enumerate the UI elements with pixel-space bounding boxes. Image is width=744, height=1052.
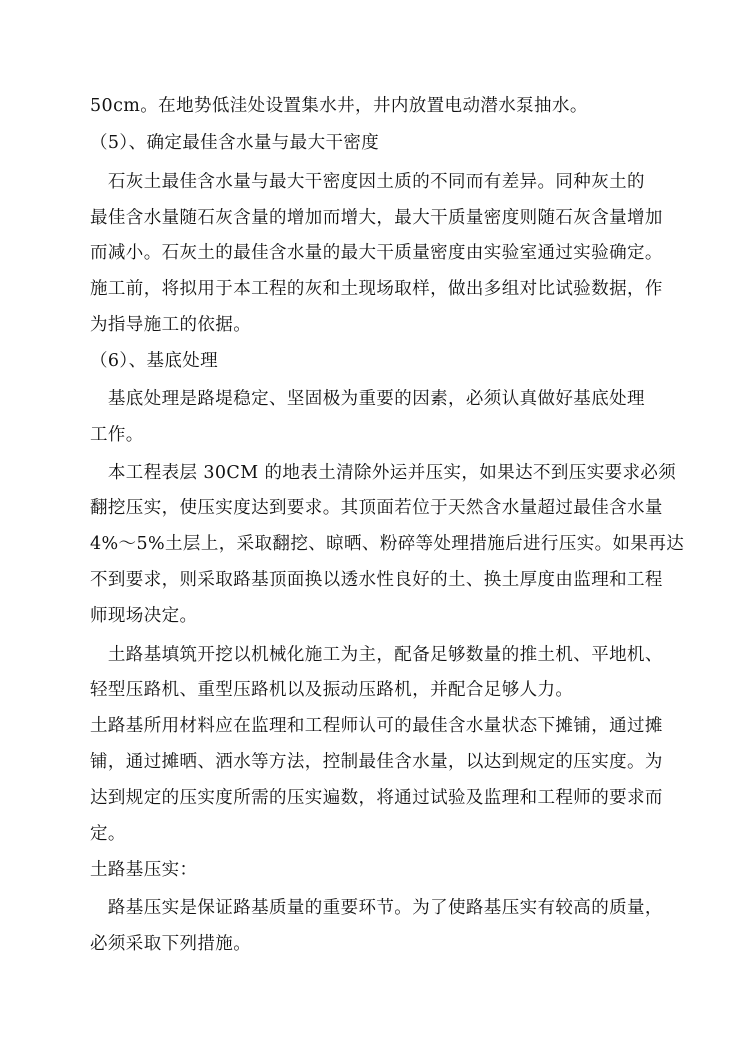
text-line: 本工程表层 30CM 的地表土清除外运并压实，如果达不到压实要求必须 [90,463,677,483]
text-line: 铺，通过摊晒、洒水等方法，控制最佳含水量，以达到规定的压实度。为 [90,752,663,772]
text-line: 50cm。在地势低洼处设置集水井，井内放置电动潜水泵抽水。 [90,96,588,116]
text-line: 工作。 [90,425,144,445]
text-line: 不到要求，则采取路基顶面换以透水性良好的土、换土厚度由监理和工程 [90,570,663,590]
text-line: 基底处理是路堤稳定、坚固极为重要的因素，必须认真做好基底处理 [90,389,645,409]
text-line: 施工前，将拟用于本工程的灰和土现场取样，做出多组对比试验数据，作 [90,279,663,299]
text-line: 为指导施工的依据。 [90,315,252,335]
text-line: 而减小。石灰土的最佳含水量的最大干质量密度由实验室通过实验确定。 [90,243,663,263]
subheading-roadbed-compaction: 土路基压实： [90,860,198,880]
text-line: 师现场决定。 [90,606,198,626]
text-line: 翻挖压实，使压实度达到要求。其顶面若位于天然含水量超过最佳含水量 [90,498,663,518]
section-heading-5: （5）、确定最佳含水量与最大干密度 [90,133,380,153]
text-line: 土路基填筑开挖以机械化施工为主，配备足够数量的推土机、平地机、 [90,645,663,665]
text-line: 必须采取下列措施。 [90,934,252,954]
text-line: 轻型压路机、重型压路机以及振动压路机，并配合足够人力。 [90,680,574,700]
text-line: 土路基所用材料应在监理和工程师认可的最佳含水量状态下摊铺，通过摊 [90,716,663,736]
text-line: 路基压实是保证路基质量的重要环节。为了使路基压实有较高的质量， [90,898,663,918]
text-line: 达到规定的压实度所需的压实遍数，将通过试验及监理和工程师的要求而 [90,788,663,808]
text-line: 定。 [90,824,126,844]
text-line: 最佳含水量随石灰含量的增加而增大，最大干质量密度则随石灰含量增加 [90,208,663,228]
text-line: 石灰土最佳含水量与最大干密度因土质的不同而有差异。同种灰土的 [90,172,645,192]
section-heading-6: （6）、基底处理 [90,351,219,371]
text-line: 4%～5%土层上，采取翻挖、晾晒、粉碎等处理措施后进行压实。如果再达 [90,534,685,554]
